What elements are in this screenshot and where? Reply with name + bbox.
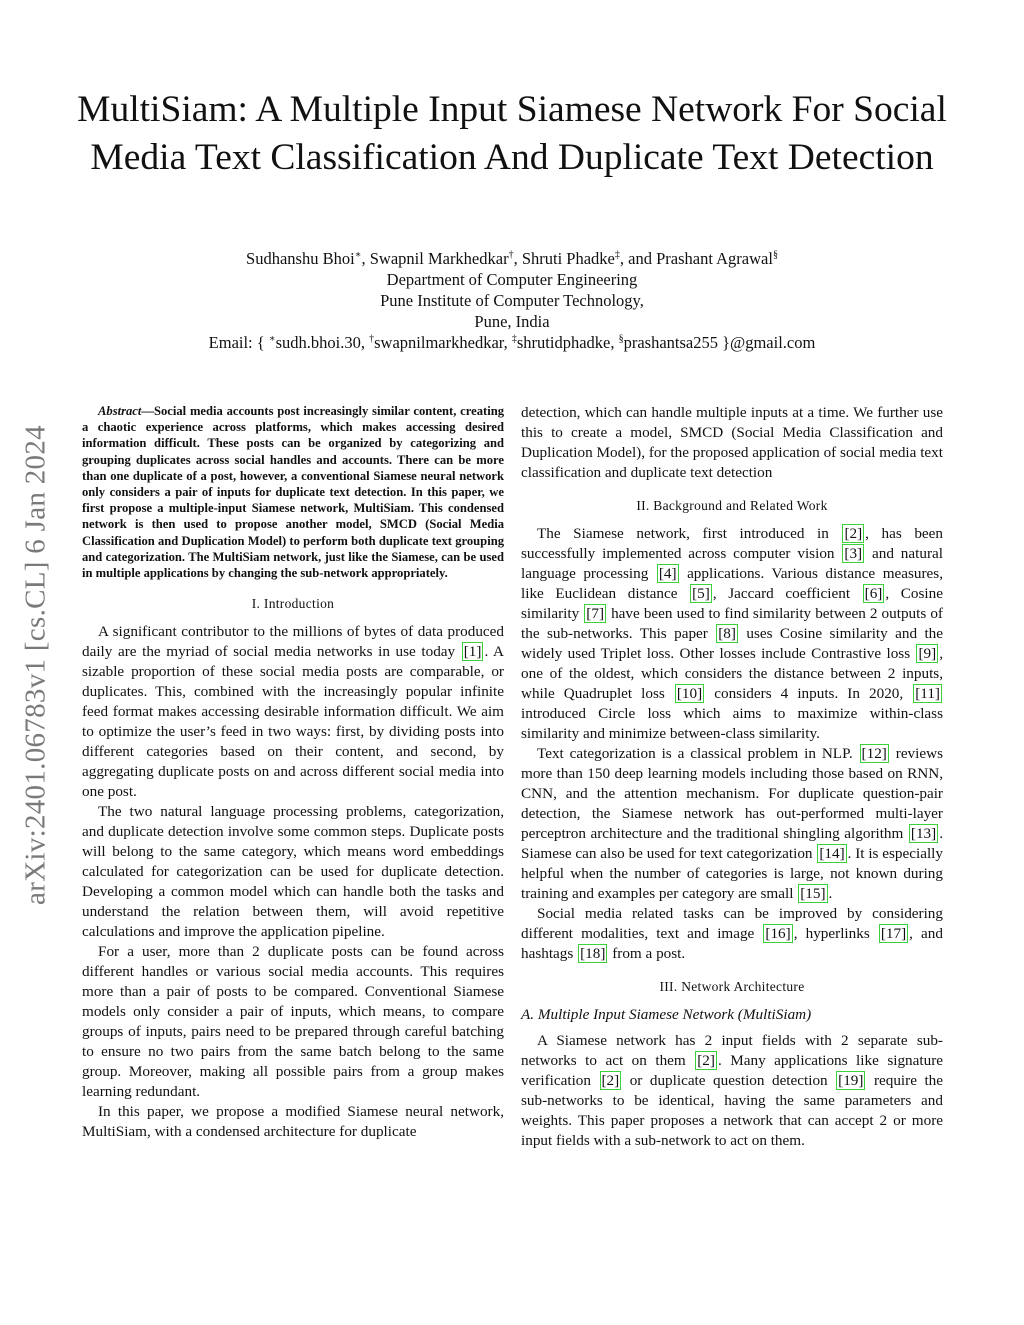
email-handle: sudh.bhoi.30, — [275, 333, 370, 352]
citation-link[interactable]: [7] — [586, 605, 605, 622]
institution: Pune Institute of Computer Technology, — [380, 291, 644, 310]
email-prefix: Email: { — [208, 333, 269, 352]
text: . It is especially helpful when the number of categories is large, not known during training and examples per category are small — [521, 845, 943, 902]
email-handle: swapnilmarkhedkar, — [374, 333, 512, 352]
email-handle: prashantsa255 }@gmail.com — [623, 333, 816, 352]
text: Text categorization is a classical problem in NLP. — [537, 745, 859, 762]
text: A significant contributor to the millions of bytes of data produced daily are the myriad of social media networks in use today — [82, 623, 504, 661]
right-column — [521, 403, 943, 1151]
abstract-text: —Social media accounts post increasingly similar content, creating a chaotic experience across platforms, which makes accessing desired information difficult. These posts can be organized by categorizing and grouping duplicates across social handles and accounts. There can be more than one duplicate of a post, however, a conventional Siamese neural network only considers a pair of inputs for duplicate text detection. In this paper, we first propose a multiple-input Siamese network, MultiSiam. This condensed network is then used to propose another model, SMCD (Social Media Classification and Duplication Model) to perform both duplicate text grouping and categorization. The MultiSiam network, just like the Siamese, can be used in multiple applications by changing the sub-network appropriately. — [82, 404, 504, 581]
citation-link[interactable]: [15] — [800, 885, 826, 902]
text: , Jaccard coefficient — [712, 585, 862, 602]
citation-link[interactable]: [2] — [844, 525, 863, 542]
author-mark: ∗ — [354, 249, 362, 261]
department: Department of Computer Engineering — [386, 270, 638, 289]
text: Social media related tasks can be improved by considering different modalities, text and image — [521, 905, 943, 942]
author-name: Prashant Agrawal — [656, 249, 773, 268]
intro-paragraph-2: The two natural language processing problems, categorization, and duplicate detection involve some common steps. Duplicate posts will belong to the same category, which means word embeddings calculated for categorization can be used for duplicate detection. Developing a common model which can handle both the tasks and understand the relation between them, will avoid repetitive calculations and improve the application pipeline. — [82, 803, 504, 941]
background-paragraph-3 — [521, 904, 943, 964]
text: . Siamese can also be used for text categorization — [521, 825, 943, 862]
author-mark: ‡ — [614, 249, 620, 261]
citation-link[interactable]: [6] — [864, 585, 883, 602]
text: A Siamese network has 2 input fields with 2 separate sub-networks to act on them — [521, 1032, 943, 1069]
text: and natural language processing — [521, 545, 943, 582]
intro-paragraph-4: In this paper, we propose a modified Siamese neural network, MultiSiam, with a condensed architecture for duplicate — [82, 1103, 504, 1141]
citation-link[interactable]: [19] — [838, 1072, 864, 1089]
text: . A sizable proportion of these social media posts are comparable, or duplicates. This, combined with the increasingly popular infinite feed format makes accessing desirable information difficult. We aim to optimize the user’s feed in two ways: first, by dividing posts into different categories based on their content, and second, by aggregating duplicate posts on and across different social media into one post. — [82, 643, 504, 801]
author-name: Shruti Phadke — [521, 249, 615, 268]
arxiv-identifier: arXiv:2401.06783v1 [cs.CL] 6 Jan 2024 — [19, 425, 52, 905]
citation-link[interactable]: [2] — [697, 1052, 715, 1069]
citation-link[interactable]: [14] — [819, 845, 845, 862]
citation-link[interactable]: [18] — [580, 945, 606, 962]
citation-link[interactable]: [5] — [692, 585, 710, 602]
abstract — [82, 403, 504, 581]
text: reviews more than 150 deep learning models including those based on RNN, CNN, and the attention mechanism. For duplicate question-pair detection, the Siamese network has out-performed multi-layer perceptron architecture and the traditional shingling algorithm — [521, 745, 943, 842]
text: The Siamese network, first introduced in — [537, 525, 842, 542]
text: applications. Various distance measures, like Euclidean distance — [521, 565, 944, 602]
author-name: Sudhanshu Bhoi — [246, 249, 355, 268]
text: , has been successfully implemented across computer vision — [521, 525, 944, 562]
email-handle: shrutidphadke, — [516, 333, 619, 352]
intro-paragraph-4-continued: detection, which can handle multiple inputs at a time. We further use this to create a model, SMCD (Social Media Classification and Duplication Model), for the proposed application of social media text classification and duplicate text detection — [521, 404, 943, 481]
background-paragraph-1 — [521, 524, 943, 744]
citation-link[interactable]: [3] — [844, 545, 863, 562]
email-mark: ‡ — [511, 333, 517, 345]
email-mark: † — [369, 333, 375, 345]
text: require the sub-networks to be identical, having the same parameters and weights. This paper proposes a network that can accept 2 or more input fields with a sub-network to act on them. — [521, 1072, 943, 1149]
subsection-heading-multisiam: A. Multiple Input Siamese Network (MultiSiam) — [521, 1006, 812, 1023]
text: or duplicate question detection — [622, 1072, 836, 1089]
section-heading-introduction: I. Introduction — [251, 596, 335, 612]
citation-link[interactable]: [13] — [910, 825, 937, 842]
author-names: Sudhanshu Bhoi∗, Swapnil Markhedkar†, Shruti Phadke‡, and Prashant Agrawal§ — [246, 249, 778, 268]
email-mark: ∗ — [268, 333, 276, 345]
location: Pune, India — [474, 312, 550, 331]
citation-link[interactable]: [9] — [918, 645, 937, 662]
author-block — [120, 248, 904, 353]
author-mark: § — [772, 249, 778, 261]
citation-link[interactable]: [16] — [765, 925, 791, 942]
author-mark: † — [508, 249, 514, 261]
email-line — [120, 332, 904, 353]
text: uses Cosine similarity and the widely used Triplet loss. Other losses include Contrastive loss — [521, 625, 944, 662]
text: . Many applications like signature verification — [521, 1052, 943, 1089]
section-heading-architecture: III. Network Architecture — [659, 979, 805, 994]
citation-link[interactable]: [10] — [676, 685, 703, 702]
email-mark: § — [618, 333, 624, 345]
text: , one of the oldest, which considers the distance between 2 inputs, while Quadruplet loss — [521, 645, 943, 702]
citation-link[interactable]: [17] — [880, 925, 907, 942]
architecture-paragraph-1 — [521, 1031, 943, 1151]
citation-link[interactable]: [4] — [658, 565, 677, 582]
author-name: Swapnil Markhedkar — [369, 249, 509, 268]
text: , and hashtags — [521, 925, 943, 962]
text: . — [828, 885, 833, 902]
left-column — [82, 403, 504, 1142]
arxiv-sidebar-stamp — [16, 370, 56, 960]
abstract-label: Abstract — [98, 404, 142, 418]
text: introduced Circle loss which aims to maximize within-class similarity and minimize between-class similarity. — [521, 705, 943, 742]
intro-paragraph-1 — [82, 622, 504, 802]
text: from a post. — [608, 945, 686, 962]
citation-link[interactable]: [1] — [463, 643, 482, 661]
section-heading-background: II. Background and Related Work — [636, 498, 828, 513]
text: , Cosine similarity — [521, 585, 943, 622]
citation-link[interactable]: [2] — [601, 1072, 620, 1089]
paper-title: MultiSiam: A Multiple Input Siamese Network For Social Media Text Classification And Duplicate Text Detection — [77, 89, 947, 178]
intro-paragraph-3: For a user, more than 2 duplicate posts can be found across different handles or various social media accounts. This requires more than a pair of posts to be compared. Conventional Siamese models only consider a pair of inputs, which means, to compare groups of inputs, pairs need to be prepared through careful batching to ensure no two pairs from the same batch belong to the same group. Moreover, making all possible pairs from a group makes learning redundant. — [82, 943, 504, 1101]
text: have been used to find similarity between 2 outputs of the sub-networks. This paper — [521, 605, 943, 642]
citation-link[interactable]: [8] — [718, 625, 736, 642]
background-paragraph-2 — [521, 744, 943, 904]
citation-link[interactable]: [12] — [861, 745, 887, 762]
text: considers 4 inputs. In 2020, — [705, 685, 913, 702]
citation-link[interactable]: [11] — [915, 685, 940, 702]
text: , hyperlinks — [793, 925, 878, 942]
